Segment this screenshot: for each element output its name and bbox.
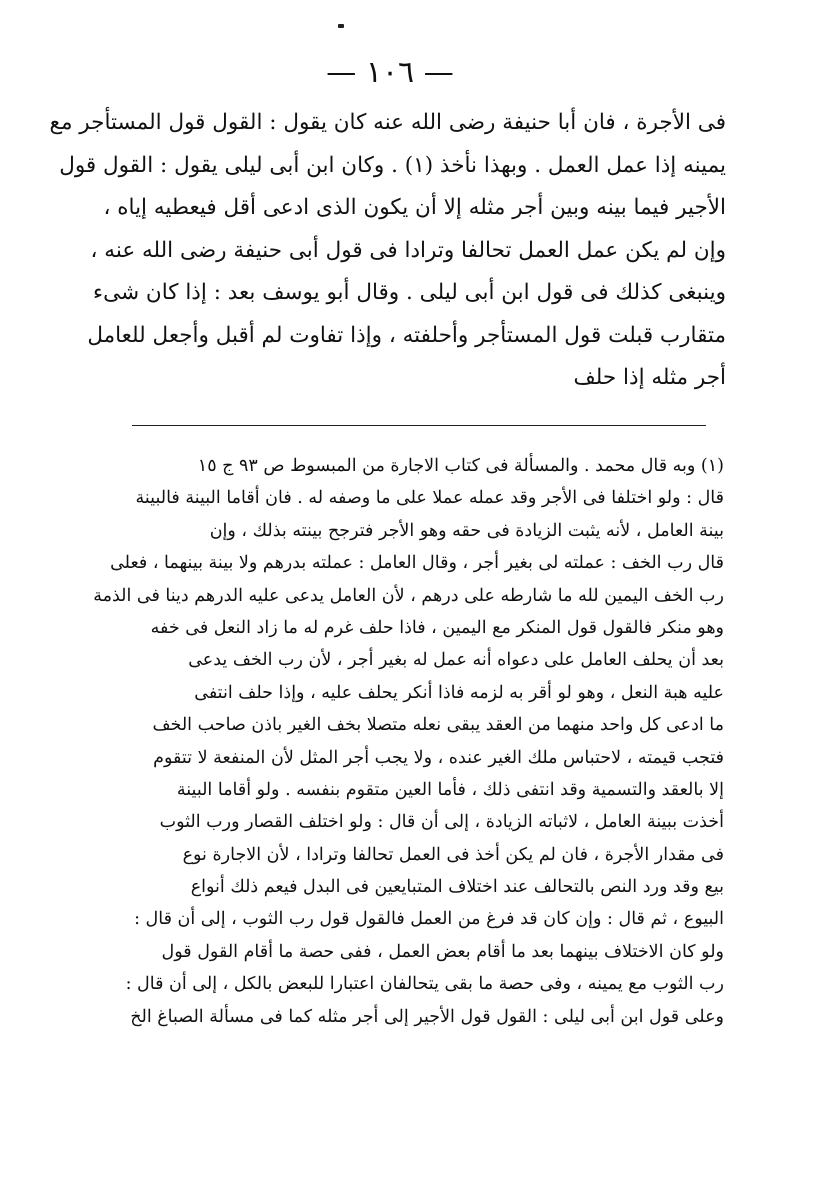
footnote-line: بعد أن يحلف العامل على دعواه أنه عمل له بغير أجر ، لأن رب الخف يدعى [188, 650, 724, 671]
footnote-line: (١) وبه قال محمد . والمسألة فى كتاب الاجارة من المبسوط ص ٩٣ ج ١٥ [197, 456, 724, 476]
footnote-line: ما ادعى كل واحد منهما من العقد يبقى نعله متصلا بخف الغير باذن صاحب الخف [152, 715, 724, 736]
main-text-line: وإن لم يكن عمل العمل تحالفا وترادا فى قول أبى حنيفة رضى الله عنه ، [90, 237, 726, 263]
footnote-line: عليه هبة النعل ، وهو لو أقر به لزمه فاذا أنكر يحلف عليه ، وإذا حلف انتفى [194, 682, 724, 703]
main-text [49, 102, 726, 400]
footnote-line: قال : ولو اختلفا فى الأجر وقد عمله عملا على ما وصفه له . فان أقاما البينة فالبينة [135, 488, 724, 509]
main-text-line: فى الأجرة ، فان أبا حنيفة رضى الله عنه كان يقول : القول قول المستأجر مع [49, 110, 726, 135]
main-text-line: الأجير فيما بينه وبين أجر مثله إلا أن يكون الذى ادعى أقل فيعطيه إياه ، [103, 195, 726, 220]
footnote-line: إلا بالعقد والتسمية وقد انتفى ذلك ، فأما العين متقوم بنفسه . ولو أقاما البينة [176, 779, 724, 800]
print-mark [338, 24, 344, 28]
page-number: — ١٠٦ — [326, 55, 454, 90]
footnote-divider [132, 425, 706, 426]
main-text-line: متقارب قبلت قول المستأجر وأحلفته ، وإذا تفاوت لم أقبل وأجعل للعامل [87, 322, 726, 348]
footnote-line: ولو كان الاختلاف بينهما بعد ما أقام بعض العمل ، ففى حصة ما أقام القول قول [161, 941, 724, 962]
main-text-line: وينبغى كذلك فى قول ابن أبى ليلى . وقال أبو يوسف بعد : إذا كان شىء [93, 280, 726, 305]
footnote-line: فتجب قيمته ، لاحتباس ملك الغير عنده ، ولا يجب أجر المثل لأن المنفعة لا تتقوم [153, 747, 724, 768]
footnote-line: البيوع ، ثم قال : وإن كان قد فرغ من العمل فالقول قول رب الثوب ، إلى أن قال : [134, 909, 724, 930]
footnote-line: قال رب الخف : عملته لى بغير أجر ، وقال العامل : عملته بدرهم ولا بينة بينهما ، فعلى [110, 553, 724, 574]
footnote-line: بينة العامل ، لأنه يثبت الزيادة فى حقه وهو الأجر فترجح بينته بذلك ، وإن [209, 520, 724, 541]
footnote-line: فى مقدار الأجرة ، فان لم يكن أخذ فى العمل تحالفا وترادا ، لأن الاجارة نوع [182, 844, 724, 865]
footnote-line: وهو منكر فالقول قول المنكر مع اليمين ، فاذا حلف غرم له ما زاد النعل فى خفه [150, 617, 724, 638]
footnote-line: رب الثوب مع يمينه ، وفى حصة ما بقى يتحالفان اعتبارا للبعض بالكل ، إلى أن قال : [125, 974, 724, 995]
footnote-line: وعلى قول ابن أبى ليلى : القول قول الأجير إلى أجر مثله كما فى مسألة الصباغ الخ [130, 1006, 724, 1027]
main-text-line: يمينه إذا عمل العمل . وبهذا نأخذ (١) . وكان ابن أبى ليلى يقول : القول قول [59, 152, 726, 178]
footnote [93, 450, 724, 1033]
footnote-line: بيع وقد ورد النص بالتحالف عند اختلاف المتبايعين فى البدل فيعم ذلك أنواع [190, 877, 724, 898]
footnote-line: رب الخف اليمين لله ما شارطه على درهم ، لأن العامل يدعى عليه الدرهم دينا فى الذمة [93, 585, 724, 606]
main-text-line: أجر مثله إذا حلف [573, 365, 726, 390]
footnote-line: أخذت ببينة العامل ، لاثباته الزيادة ، إلى أن قال : ولو اختلف القصار ورب الثوب [159, 812, 724, 833]
